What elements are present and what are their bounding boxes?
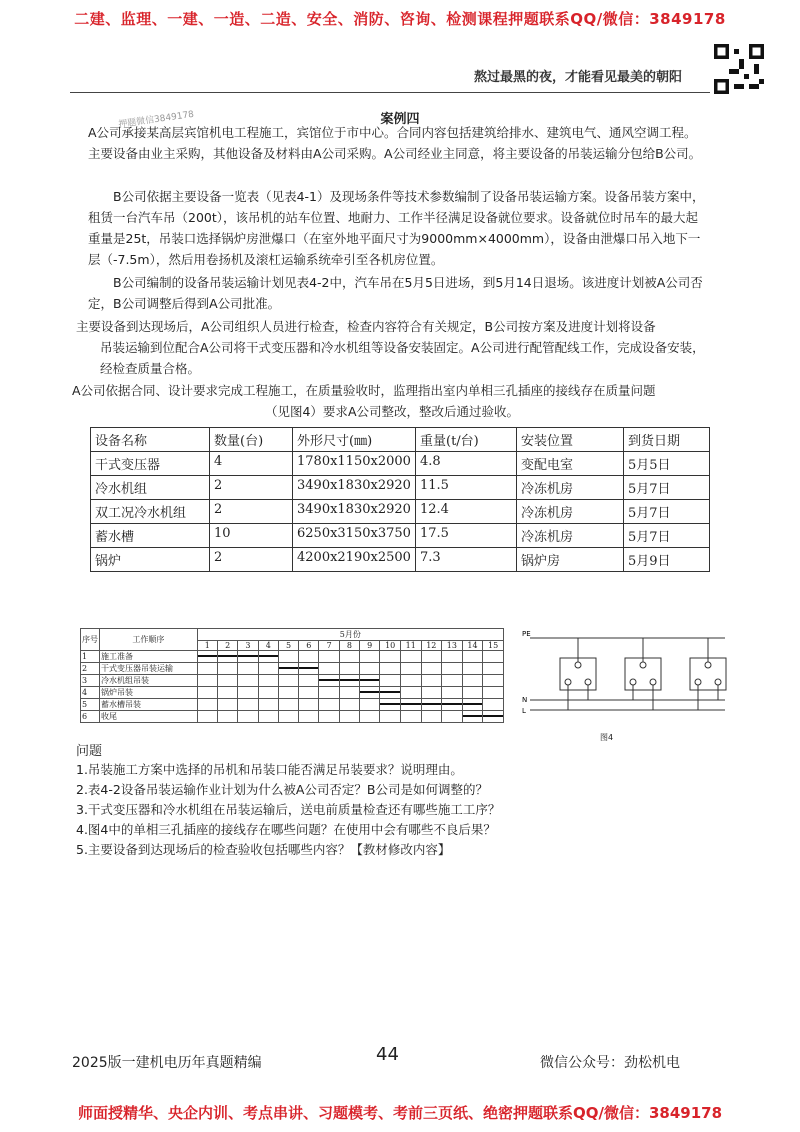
question-item: 5.主要设备到达现场后的检查验收包括哪些内容？【教材修改内容】 <box>76 842 451 857</box>
gantt-slot <box>421 651 442 663</box>
gantt-bar <box>442 703 462 705</box>
table-cell: 5月7日 <box>624 476 710 500</box>
gantt-slot <box>380 675 401 687</box>
gantt-task-row <box>81 687 504 699</box>
gantt-task-no: 1 <box>81 651 100 663</box>
gantt-seq-header: 序号 <box>81 629 100 651</box>
footer-book-title: 2025版一建机电历年真题精编 <box>72 1055 262 1071</box>
table-cell: 5月9日 <box>624 548 710 572</box>
gantt-bar <box>401 703 421 705</box>
gantt-day-cell: 1 <box>197 641 217 651</box>
gantt-slot <box>319 663 339 675</box>
table-cell: 2 <box>210 500 293 524</box>
gantt-bar <box>463 703 483 705</box>
gantt-slot <box>218 687 238 699</box>
gantt-slot <box>258 663 278 675</box>
gantt-task-name: 锅炉吊装 <box>100 687 198 699</box>
table-header-cell: 数量(台) <box>210 428 293 452</box>
gantt-slot <box>258 675 278 687</box>
table-cell: 4 <box>210 452 293 476</box>
gantt-slot <box>238 699 258 711</box>
case-paragraph-4b: 吊装运输到位配合A公司将干式变压器和冷水机组等设备安装固定。A公司进行配管配线工作，完成设备安装，经检查质量合格。 <box>100 340 705 376</box>
gantt-slot <box>218 651 238 663</box>
gantt-task-row <box>81 699 504 711</box>
gantt-slot <box>360 699 380 711</box>
gantt-task-no: 4 <box>81 687 100 699</box>
gantt-slot <box>299 687 319 699</box>
gantt-slot <box>360 651 380 663</box>
gantt-slot <box>197 663 217 675</box>
gantt-slot <box>278 699 298 711</box>
table-cell: 6250x3150x3750 <box>293 524 416 548</box>
gantt-slot <box>421 687 442 699</box>
gantt-day-cell: 6 <box>299 641 319 651</box>
gantt-day-cell: 7 <box>319 641 339 651</box>
gantt-day-cell: 2 <box>218 641 238 651</box>
case-paragraph-4 <box>76 316 712 379</box>
gantt-day-cell: 5 <box>278 641 298 651</box>
questions-heading: 问题 <box>76 744 103 759</box>
gantt-bar <box>279 667 298 669</box>
gantt-slot <box>339 663 359 675</box>
gantt-day-cell: 4 <box>258 641 278 651</box>
gantt-slot <box>462 687 483 699</box>
schedule-gantt-table <box>80 628 504 723</box>
gantt-slot <box>339 651 359 663</box>
gantt-slot <box>197 699 217 711</box>
gantt-slot <box>400 651 421 663</box>
gantt-slot <box>278 711 298 723</box>
question-item: 4.图4中的单相三孔插座的接线存在哪些问题？在使用中会有哪些不良后果？ <box>76 822 496 837</box>
gantt-task-header: 工作顺序 <box>100 629 198 651</box>
gantt-task-name: 干式变压器吊装运输 <box>100 663 198 675</box>
gantt-task-no: 3 <box>81 675 100 687</box>
gantt-slot <box>339 675 359 687</box>
table-cell: 干式变压器 <box>91 452 210 476</box>
table-cell: 2 <box>210 548 293 572</box>
gantt-slot <box>360 675 380 687</box>
gantt-slot <box>421 663 442 675</box>
gantt-slot <box>278 687 298 699</box>
gantt-task-no: 2 <box>81 663 100 675</box>
gantt-slot <box>218 699 238 711</box>
figure-caption: 图4 <box>600 733 614 742</box>
table-cell: 11.5 <box>416 476 517 500</box>
gantt-slot <box>400 699 421 711</box>
gantt-day-cell: 15 <box>483 641 504 651</box>
gantt-slot <box>278 651 298 663</box>
gantt-bar <box>360 691 379 693</box>
gantt-slot <box>400 711 421 723</box>
table-row <box>91 500 710 524</box>
gantt-slot <box>278 663 298 675</box>
table-cell: 冷水机组 <box>91 476 210 500</box>
case-paragraph-5 <box>72 380 712 422</box>
gantt-slot <box>218 663 238 675</box>
gantt-month-header: 5月份 <box>197 629 503 641</box>
table-cell: 5月5日 <box>624 452 710 476</box>
table-cell: 12.4 <box>416 500 517 524</box>
gantt-bar <box>483 715 503 717</box>
gantt-slot <box>258 699 278 711</box>
gantt-slot <box>400 675 421 687</box>
gantt-slot <box>400 663 421 675</box>
gantt-task-row <box>81 663 504 675</box>
gantt-slot <box>442 711 463 723</box>
gantt-slot <box>442 651 463 663</box>
gantt-slot <box>442 699 463 711</box>
gantt-slot <box>258 687 278 699</box>
table-cell: 3490x1830x2920 <box>293 500 416 524</box>
table-row <box>91 452 710 476</box>
gantt-slot <box>380 663 401 675</box>
gantt-task-row <box>81 675 504 687</box>
gantt-slot <box>278 675 298 687</box>
header-motto: 熬过最黑的夜，才能看见最美的朝阳 <box>473 70 682 85</box>
socket-2 <box>625 658 661 690</box>
table-cell: 17.5 <box>416 524 517 548</box>
socket-3 <box>690 658 726 690</box>
table-row <box>91 476 710 500</box>
gantt-day-cell: 11 <box>400 641 421 651</box>
table-header-cell: 外形尺寸(㎜) <box>293 428 416 452</box>
gantt-slot <box>442 675 463 687</box>
gantt-slot <box>442 663 463 675</box>
gantt-slot <box>483 663 504 675</box>
gantt-slot <box>197 711 217 723</box>
gantt-slot <box>218 711 238 723</box>
gantt-slot <box>238 651 258 663</box>
table-cell: 5月7日 <box>624 500 710 524</box>
table-cell: 5月7日 <box>624 524 710 548</box>
watermark-text: 押题微信3849178 <box>117 109 195 131</box>
gantt-slot <box>258 711 278 723</box>
gantt-task-no: 5 <box>81 699 100 711</box>
top-ad-banner: 二建、监理、一建、一造、二造、安全、消防、咨询、检测课程押题联系QQ/微信：3849178 <box>74 10 726 28</box>
gantt-slot <box>319 675 339 687</box>
gantt-slot <box>360 687 380 699</box>
gantt-slot <box>483 675 504 687</box>
question-item: 3.干式变压器和冷水机组在吊装运输后，送电前质量检查还有哪些施工工序？ <box>76 802 501 817</box>
socket-wiring-figure <box>520 628 730 738</box>
table-cell: 冷冻机房 <box>517 500 624 524</box>
table-cell: 锅炉房 <box>517 548 624 572</box>
table-header-cell: 设备名称 <box>91 428 210 452</box>
question-item: 2.表4-2设备吊装运输作业计划为什么被A公司否定？B公司是如何调整的？ <box>76 782 488 797</box>
gantt-task-no: 6 <box>81 711 100 723</box>
gantt-slot <box>483 711 504 723</box>
gantt-day-cell: 14 <box>462 641 483 651</box>
gantt-day-cell: 12 <box>421 641 442 651</box>
gantt-bar <box>319 679 338 681</box>
gantt-bar <box>360 679 379 681</box>
gantt-slot <box>299 651 319 663</box>
case-paragraph-3: B公司编制的设备吊装运输计划见表4-2中，汽车吊在5月5日进场，到5月14日退场。该进度计划被A公司否定，B公司调整后得到A公司批准。 <box>88 275 703 311</box>
table-cell: 蓄水槽 <box>91 524 210 548</box>
gantt-slot <box>238 687 258 699</box>
gantt-bar <box>259 655 278 657</box>
gantt-slot <box>238 711 258 723</box>
gantt-slot <box>380 699 401 711</box>
gantt-bar <box>380 703 400 705</box>
gantt-slot <box>319 651 339 663</box>
gantt-day-cell: 13 <box>442 641 463 651</box>
table-header-cell: 安装位置 <box>517 428 624 452</box>
gantt-bar <box>218 655 237 657</box>
gantt-slot <box>400 687 421 699</box>
table-cell: 7.3 <box>416 548 517 572</box>
socket-1 <box>560 658 596 690</box>
gantt-slot <box>197 687 217 699</box>
gantt-bar <box>299 667 318 669</box>
table-row <box>91 524 710 548</box>
gantt-slot <box>380 687 401 699</box>
gantt-slot <box>299 711 319 723</box>
equipment-table <box>90 427 710 572</box>
pe-label: PE <box>522 630 531 638</box>
table-header-cell: 重量(t/台) <box>416 428 517 452</box>
gantt-slot <box>442 687 463 699</box>
gantt-day-cell: 3 <box>238 641 258 651</box>
gantt-slot <box>319 699 339 711</box>
table-header-cell: 到货日期 <box>624 428 710 452</box>
gantt-slot <box>360 663 380 675</box>
footer-wechat: 微信公众号：劲松机电 <box>540 1055 680 1071</box>
case-paragraph-2: B公司依据主要设备一览表（见表4-1）及现场条件等技术参数编制了设备吊装运输方案。设备吊装方案中，租赁一台汽车吊（200t），该吊机的站车位置、地耐力、工作半径满足设备就位要求。设备就位时吊车的最大起重量是25t，吊装口选择锅炉房泄爆口（在室外地平面尺寸为9000mm×4000mm），设备由泄爆口吊入地下一层（-7.5m），然后用卷扬机及滚杠运输系统牵引至各机房位置。 <box>88 189 705 267</box>
gantt-header-row <box>81 629 504 641</box>
bottom-ad-banner: 师面授精华、央企内训、考点串讲、习题模考、考前三页纸、绝密押题联系QQ/微信：3849178 <box>77 1104 723 1122</box>
gantt-day-cell: 10 <box>380 641 401 651</box>
header-divider <box>70 92 710 93</box>
question-item: 1.吊装施工方案中选择的吊机和吊装口能否满足吊装要求？说明理由。 <box>76 762 463 777</box>
gantt-slot <box>483 687 504 699</box>
gantt-slot <box>462 651 483 663</box>
gantt-slot <box>421 699 442 711</box>
gantt-bar <box>238 655 257 657</box>
table-row <box>91 548 710 572</box>
gantt-bar <box>198 655 217 657</box>
table-cell: 3490x1830x2920 <box>293 476 416 500</box>
gantt-slot <box>218 675 238 687</box>
n-label: N <box>522 696 528 704</box>
gantt-bar <box>422 703 442 705</box>
table-cell: 4200x2190x2500 <box>293 548 416 572</box>
gantt-slot <box>462 663 483 675</box>
gantt-task-name: 蓄水槽吊装 <box>100 699 198 711</box>
gantt-slot <box>339 711 359 723</box>
table-cell: 双工况冷水机组 <box>91 500 210 524</box>
gantt-slot <box>462 699 483 711</box>
table-cell: 变配电室 <box>517 452 624 476</box>
table-cell: 锅炉 <box>91 548 210 572</box>
gantt-slot <box>339 687 359 699</box>
gantt-slot <box>319 687 339 699</box>
table-cell: 4.8 <box>416 452 517 476</box>
table-cell: 1780x1150x2000 <box>293 452 416 476</box>
gantt-task-name: 冷水机组吊装 <box>100 675 198 687</box>
gantt-slot <box>238 663 258 675</box>
gantt-task-name: 收尾 <box>100 711 198 723</box>
table-header-row <box>91 428 710 452</box>
case-paragraph-5a: A公司依据合同、设计要求完成工程施工，在质量验收时，监理指出室内单相三孔插座的接线存在质量问题 <box>72 383 656 398</box>
qr-code-icon <box>714 44 764 94</box>
table-cell: 冷冻机房 <box>517 476 624 500</box>
gantt-slot <box>421 675 442 687</box>
gantt-slot <box>462 675 483 687</box>
gantt-slot <box>339 699 359 711</box>
case-paragraph-1: A公司承接某高层宾馆机电工程施工，宾馆位于市中心。合同内容包括建筑给排水、建筑电气、通风空调工程。主要设备由业主采购，其他设备及材料由A公司采购。A公司经业主同意，将主要设备的吊装运输分包给B公司。 <box>88 125 702 161</box>
case-title: 案例四 <box>380 112 420 127</box>
gantt-slot <box>421 711 442 723</box>
gantt-slot <box>360 711 380 723</box>
table-cell: 2 <box>210 476 293 500</box>
gantt-slot <box>197 675 217 687</box>
gantt-bar <box>463 715 483 717</box>
gantt-slot <box>462 711 483 723</box>
gantt-task-row <box>81 651 504 663</box>
case-paragraph-5b: （见图4）要求A公司整改，整改后通过验收。 <box>264 404 519 419</box>
table-cell: 10 <box>210 524 293 548</box>
gantt-slot <box>380 711 401 723</box>
case-paragraph-4a: 主要设备到达现场后，A公司组织人员进行检查，检查内容符合有关规定，B公司按方案及进度计划将设备 <box>76 319 656 334</box>
gantt-day-cell: 8 <box>339 641 359 651</box>
page-number: 44 <box>376 1044 399 1065</box>
gantt-task-row <box>81 711 504 723</box>
gantt-slot <box>483 651 504 663</box>
gantt-slot <box>319 711 339 723</box>
gantt-slot <box>483 699 504 711</box>
gantt-slot <box>299 663 319 675</box>
gantt-task-name: 施工准备 <box>100 651 198 663</box>
gantt-slot <box>238 675 258 687</box>
table-cell: 冷冻机房 <box>517 524 624 548</box>
l-label: L <box>522 707 526 715</box>
gantt-slot <box>197 651 217 663</box>
gantt-bar <box>340 679 359 681</box>
gantt-slot <box>380 651 401 663</box>
gantt-day-cell: 9 <box>360 641 380 651</box>
gantt-slot <box>299 675 319 687</box>
gantt-bar <box>380 691 400 693</box>
gantt-slot <box>258 651 278 663</box>
gantt-slot <box>299 699 319 711</box>
